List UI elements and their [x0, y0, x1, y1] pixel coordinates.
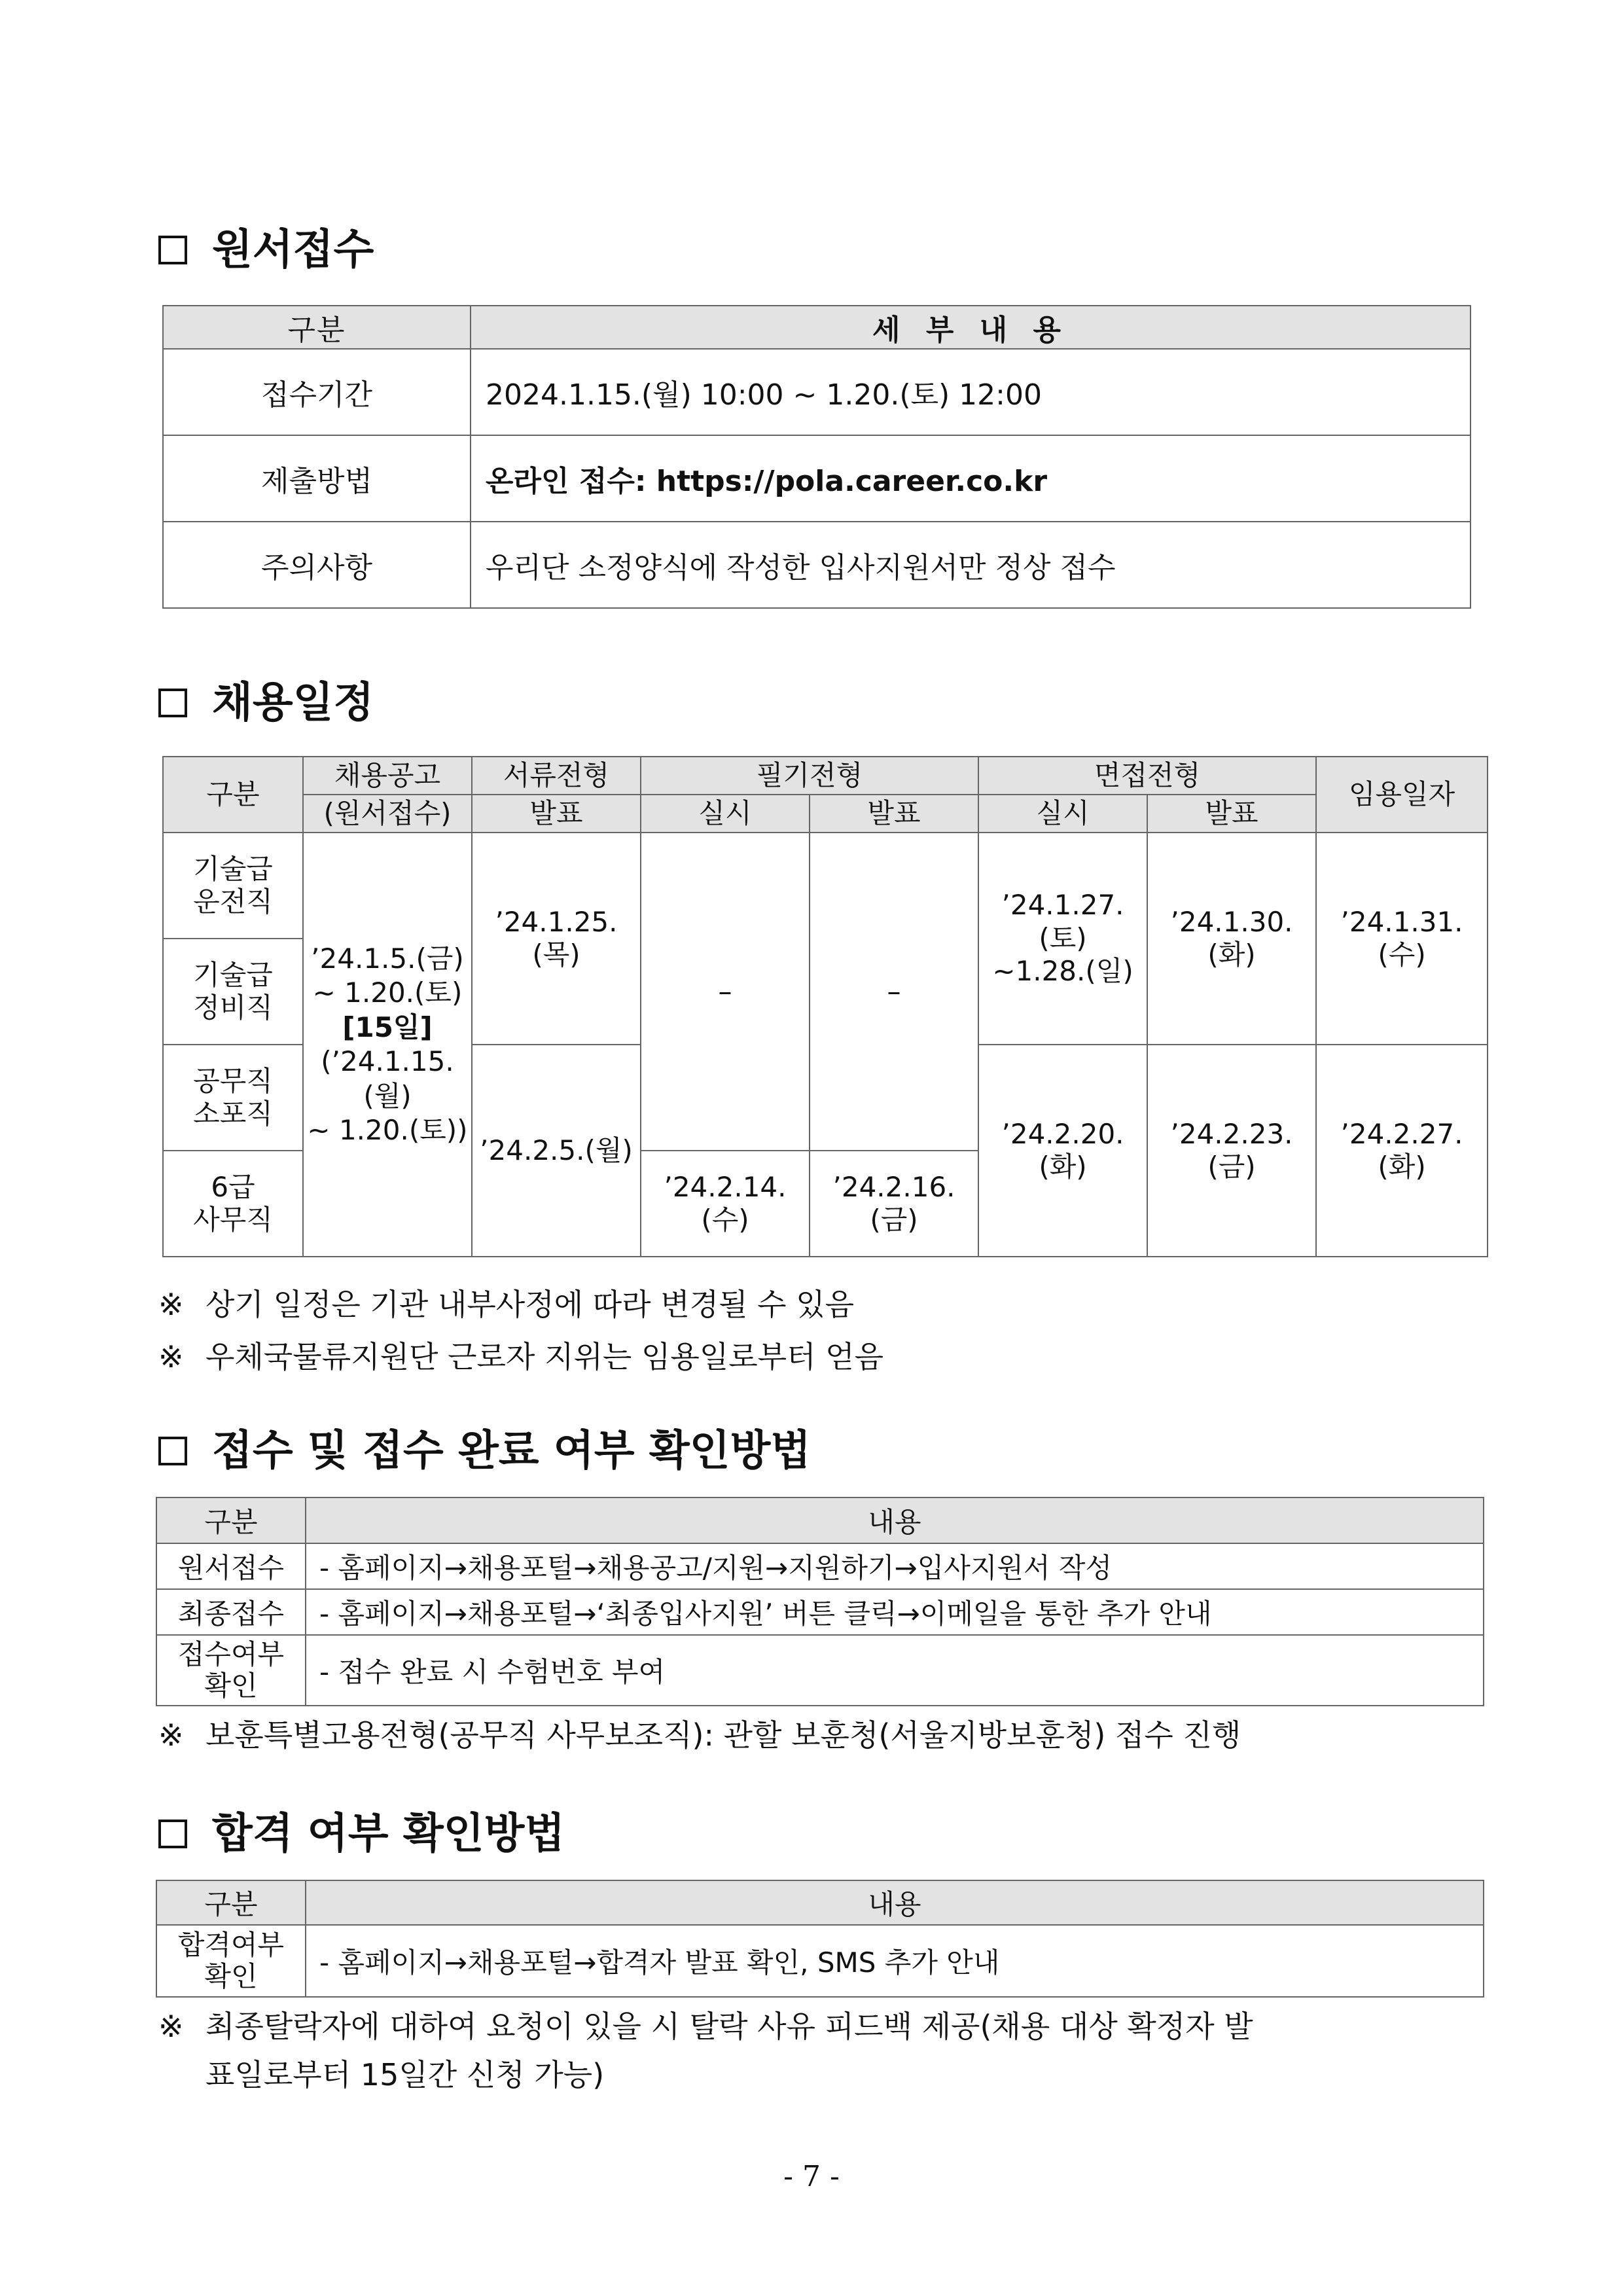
written-announce-b: ’24.2.16.(금): [810, 1151, 978, 1257]
application-table: [162, 305, 1471, 609]
section-title-text: 채용일정: [212, 679, 374, 727]
section-title-text: 원서접수: [212, 226, 374, 274]
appoint-a: ’24.1.31.(수): [1316, 833, 1488, 1045]
checkbox-square-icon: [158, 1437, 187, 1465]
header-interview-exam: 실시: [978, 795, 1147, 833]
row-label: 합격여부 확인: [156, 1925, 306, 1997]
schedule-table: [162, 756, 1488, 1257]
header-notice-sub: (원서접수): [303, 795, 472, 833]
header-written-announce: 발표: [810, 795, 978, 833]
interview-announce-b: ’24.2.23.(금): [1147, 1045, 1316, 1257]
header-interview-announce: 발표: [1147, 795, 1316, 833]
row-label: 접수여부 확인: [156, 1635, 306, 1706]
interview-announce-a: ’24.1.30.(화): [1147, 833, 1316, 1045]
row-label: 최종접수: [156, 1589, 306, 1635]
written-announce-a: –: [810, 833, 978, 1151]
header-notice: 채용공고: [303, 757, 472, 795]
section-title-confirm: [158, 1427, 812, 1475]
interview-exam-a: ’24.1.27.(토) ~1.28.(일): [978, 833, 1147, 1045]
category-cell: 공무직 소포직: [163, 1045, 303, 1151]
row-value: 우리단 소정양식에 작성한 입사지원서만 정상 접수: [471, 522, 1471, 608]
header-gubun: 구분: [156, 1498, 306, 1543]
row-label: 주의사항: [163, 522, 471, 608]
header-written: 필기전형: [641, 757, 978, 795]
header-gubun: 구분: [163, 757, 303, 833]
header-detail: 세 부 내 용: [471, 306, 1471, 349]
appoint-b: ’24.2.27.(화): [1316, 1045, 1488, 1257]
note-veterans: ※ 보훈특별고용전형(공무직 사무보조직): 관할 보훈청(서울지방보훈청) 접수 진행: [158, 1717, 1241, 1753]
note-worker-status: ※ 우체국물류지원단 근로자 지위는 임용일로부터 얻음: [158, 1339, 884, 1374]
checkbox-square-icon: [158, 1820, 187, 1848]
doc-announce-b: ’24.2.5.(월): [472, 1045, 641, 1257]
checkbox-square-icon: [158, 689, 187, 717]
row-label: 제출방법: [163, 435, 471, 522]
table-row: [163, 435, 1471, 522]
category-cell: 기술급 운전직: [163, 833, 303, 939]
section-title-text: 접수 및 접수 완료 여부 확인방법: [212, 1427, 812, 1475]
section-title-schedule: [158, 679, 374, 727]
category-cell: 6급 사무직: [163, 1151, 303, 1257]
header-interview: 면접전형: [978, 757, 1316, 795]
header-gubun: 구분: [163, 306, 471, 349]
header-gubun: 구분: [156, 1880, 306, 1925]
row-value: - 홈페이지→채용포털→채용공고/지원→지원하기→입사지원서 작성: [306, 1543, 1484, 1589]
header-doc: 서류전형: [472, 757, 641, 795]
table-row: [163, 349, 1471, 435]
section-title-result: [158, 1810, 565, 1858]
row-value: - 홈페이지→채용포털→‘최종입사지원’ 버튼 클릭→이메일을 통한 추가 안내: [306, 1589, 1484, 1635]
confirm-table: [156, 1497, 1484, 1706]
table-row: [156, 1925, 1484, 1997]
checkbox-square-icon: [158, 236, 187, 264]
row-value: - 접수 완료 시 수험번호 부여: [306, 1635, 1484, 1706]
table-row: [156, 1543, 1484, 1589]
section-title-application: [158, 226, 374, 274]
section-title-text: 합격 여부 확인방법: [212, 1810, 565, 1858]
header-content: 내용: [306, 1498, 1484, 1543]
header-doc-announce: 발표: [472, 795, 641, 833]
row-label: 접수기간: [163, 349, 471, 435]
header-content: 내용: [306, 1880, 1484, 1925]
header-written-exam: 실시: [641, 795, 810, 833]
table-row: [156, 1635, 1484, 1706]
table-row: [156, 1589, 1484, 1635]
written-exam-b: ’24.2.14.(수): [641, 1151, 810, 1257]
row-value: 2024.1.15.(월) 10:00 ~ 1.20.(토) 12:00: [471, 349, 1471, 435]
page-number: - 7 -: [783, 2160, 840, 2193]
header-appoint: 임용일자: [1316, 757, 1488, 833]
interview-exam-b: ’24.2.20.(화): [978, 1045, 1147, 1257]
written-exam-a: –: [641, 833, 810, 1151]
note-feedback: ※ 최종탈락자에 대하여 요청이 있을 시 탈락 사유 피드백 제공(채용 대상 확정자 발 표일로부터 15일간 신청 가능): [158, 2009, 1253, 2092]
result-table: [156, 1880, 1484, 1998]
row-value-url: 온라인 접수: https://pola.career.co.kr: [471, 435, 1471, 522]
table-header-row: [163, 306, 1471, 349]
table-row: [163, 522, 1471, 608]
notice-period-cell: ’24.1.5.(금) ~ 1.20.(토) [15일] (’24.1.15.(월) ~ 1.20.(토)): [303, 833, 472, 1257]
doc-announce-a: ’24.1.25.(목): [472, 833, 641, 1045]
row-value: - 홈페이지→채용포털→합격자 발표 확인, SMS 추가 안내: [306, 1925, 1484, 1997]
category-cell: 기술급 정비직: [163, 939, 303, 1045]
row-label: 원서접수: [156, 1543, 306, 1589]
note-schedule-change: ※ 상기 일정은 기관 내부사정에 따라 변경될 수 있음: [158, 1287, 855, 1322]
